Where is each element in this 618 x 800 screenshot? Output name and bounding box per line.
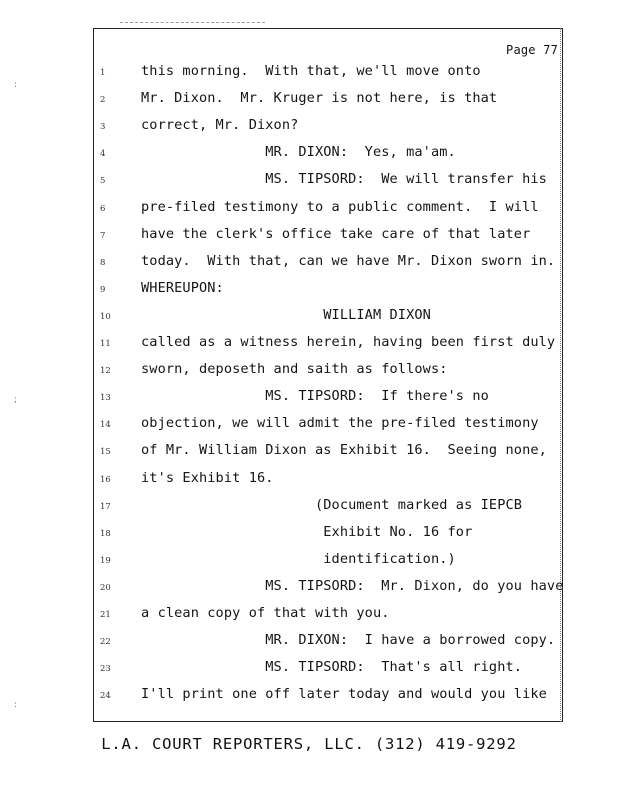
transcript-line: [96, 497, 558, 517]
line-number: 20: [100, 582, 111, 593]
transcript-line: [96, 63, 558, 83]
transcript-line: [96, 307, 558, 327]
transcript-line: [96, 117, 558, 137]
line-number: 16: [100, 474, 111, 485]
line-number: 8: [100, 257, 106, 268]
transcript-line: [96, 605, 558, 625]
transcript-line: [96, 280, 558, 300]
transcript-line: [96, 577, 564, 598]
line-number: 9: [100, 284, 106, 295]
transcript-line: [96, 632, 558, 652]
line-number: 23: [100, 664, 111, 675]
line-text: called as a witness herein, having been first duly: [141, 334, 556, 350]
transcript-line: [96, 415, 558, 435]
line-text: this morning. With that, we'll move onto: [141, 63, 481, 79]
transcript-line: [96, 334, 558, 354]
transcript-line: [96, 388, 558, 408]
line-number: 15: [100, 447, 111, 458]
transcript-line: [96, 226, 558, 246]
line-text: (Document marked as IEPCB: [141, 496, 523, 513]
line-text: identification.): [141, 550, 456, 567]
transcript-line: [96, 90, 558, 110]
transcript-line: [96, 361, 558, 381]
scan-artifact-right-edge: [560, 28, 563, 722]
margin-mark: :: [14, 700, 18, 710]
line-text: correct, Mr. Dixon?: [141, 117, 299, 134]
line-number: 17: [100, 501, 111, 512]
line-number: 11: [100, 339, 111, 349]
line-text: Exhibit No. 16 for: [141, 523, 473, 540]
line-number: 24: [100, 691, 111, 702]
line-text: of Mr. William Dixon as Exhibit 16. Seeing none,: [141, 442, 547, 459]
line-number: 10: [100, 311, 111, 322]
line-number: 5: [100, 176, 106, 187]
line-number: 6: [100, 203, 106, 214]
line-text: MS. TIPSORD: We will transfer his: [141, 171, 547, 188]
line-number: 3: [100, 122, 106, 133]
transcript-line: [96, 442, 558, 462]
line-text: MS. TIPSORD: That's all right.: [141, 659, 523, 676]
line-text: MR. DIXON: I have a borrowed copy.: [141, 632, 556, 649]
line-number: 14: [100, 420, 111, 431]
transcript-line: [96, 659, 558, 679]
transcript-line: [96, 470, 558, 490]
transcript-line: [96, 144, 558, 164]
line-number: 7: [100, 230, 106, 241]
margin-mark: :: [14, 80, 18, 90]
line-text: today. With that, can we have Mr. Dixon sworn in.: [141, 252, 556, 269]
line-number: 1: [100, 68, 106, 78]
line-text: WILLIAM DIXON: [141, 306, 431, 323]
line-text: it's Exhibit 16.: [141, 469, 274, 486]
transcript-line: [96, 199, 558, 219]
line-text: pre-filed testimony to a public comment. I will: [141, 198, 539, 215]
transcript-line: [96, 171, 558, 191]
line-text: MS. TIPSORD: Mr. Dixon, do you have: [141, 577, 564, 594]
footer-court-reporter: L.A. COURT REPORTERS, LLC. (312) 419-9292: [101, 735, 517, 753]
transcript-line: [96, 686, 558, 706]
line-text: WHEREUPON:: [141, 279, 224, 296]
line-text: objection, we will admit the pre-filed testimony: [141, 415, 539, 432]
line-text: Mr. Dixon. Mr. Kruger is not here, is that: [141, 90, 498, 107]
line-text: MS. TIPSORD: If there's no: [141, 388, 489, 405]
line-number: 19: [100, 555, 111, 566]
line-number: 22: [100, 637, 111, 648]
page-number: Page 77: [506, 43, 558, 57]
transcript-line: [96, 253, 558, 273]
line-number: 12: [100, 366, 111, 377]
line-number: 21: [100, 610, 111, 620]
transcript-line: [96, 551, 558, 571]
line-text: MR. DIXON: Yes, ma'am.: [141, 144, 456, 161]
line-number: 4: [100, 149, 106, 160]
transcript-line: [96, 524, 558, 544]
line-number: 13: [100, 393, 111, 404]
line-number: 2: [100, 95, 106, 106]
line-text: a clean copy of that with you.: [141, 605, 390, 621]
line-text: have the clerk's office take care of that later: [141, 225, 531, 242]
line-text: I'll print one off later today and would you like: [141, 686, 547, 703]
margin-mark: ;: [14, 395, 18, 405]
scan-artifact-top: [120, 22, 265, 23]
line-number: 18: [100, 528, 111, 539]
line-text: sworn, deposeth and saith as follows:: [141, 361, 448, 378]
